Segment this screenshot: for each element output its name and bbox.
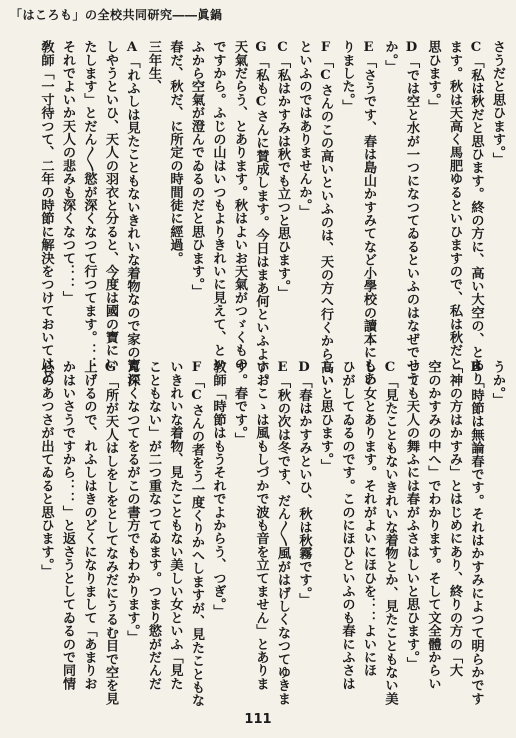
text-column: G「所が天人はしをしをとしてなみだにうるむ目で空を見 xyxy=(103,360,118,705)
text-column: りました。」 xyxy=(339,40,355,113)
text-column: D「春はかすみといひ、秋は秋霧です。」 xyxy=(296,360,312,606)
text-column: 敎師「時節はもうそれでよからう、つぎ。」 xyxy=(210,360,226,618)
text-column: 空のかすみの中へ」でわかります。そして文全體からい xyxy=(425,360,441,690)
upper-text-block xyxy=(8,40,508,387)
text-column: D「では空と水が一つになつてゐるといふのはなぜでせう xyxy=(404,40,419,385)
text-column: たします」とだん〳〵慾が深くなつて行つてます。：： xyxy=(81,40,97,370)
text-column: E「秋の次は冬です、だん〳〵風がはげしくなつてゆきま xyxy=(275,360,290,705)
text-column: ふから空氣が澄んでゐるのだと思ひます。」 xyxy=(189,40,204,298)
text-column: 三年生、 xyxy=(146,40,161,93)
text-column: さうだと思ひます。」 xyxy=(490,40,505,166)
text-column: F「Cさんの者をう一度くりかへしますが、見たこともな xyxy=(189,360,204,707)
text-column: いきれいな着物、見たこともない美しい女といふ「見た xyxy=(167,360,183,690)
text-column: ん深くなつてをるがこの書方でもわかります。」 xyxy=(124,360,140,644)
text-column: ひがしてゐるのです。このにほひといふのも春にふさは xyxy=(339,360,355,690)
text-column: かはいさうですから：：」と返さうとしてゐるので同情 xyxy=(60,360,75,690)
text-column: E「さうです、春は島山かすみてなど小學校の讀本にもあ xyxy=(361,40,376,385)
text-column: こともない」が二つ重なつてゐます。つまり慾がだんだ xyxy=(146,360,161,690)
text-column: うか。」 xyxy=(490,360,505,407)
text-column: といふのではありませんか。」 xyxy=(296,40,312,219)
text-column: しいと思ひます。」 xyxy=(318,360,333,473)
lower-text-block xyxy=(8,360,508,707)
text-column: C「見たこともないきれいな着物とか、見たこともない美 xyxy=(382,360,398,705)
running-head: 「はころも」の全校共同研究――眞鍋 xyxy=(10,8,223,22)
text-column: C「私はかすみは秋でも立つと思ひます。」 xyxy=(275,40,290,300)
text-column: す。こゝは風もしづかで波も音を立てません」とありま xyxy=(253,360,269,690)
text-column: しい女とあります。それがよいにほひを：：よいにほ xyxy=(361,360,376,677)
page-number: 111 xyxy=(244,712,272,727)
text-column: 上げるので、れふしはきのどくになりまして「あまりお xyxy=(81,360,97,690)
text-column: 心のあつさが出てゐると思ひます。」 xyxy=(38,360,54,578)
text-column: ます。秋は天高く馬肥ゆるといひますので、私は秋だと xyxy=(447,40,462,370)
text-column: つても天人の舞ふには春がふさはしいと思ひます。」 xyxy=(404,360,419,671)
text-column: 天氣だらう、とあります。秋はよいお天氣がつゞくもの xyxy=(232,40,247,370)
text-column: ですから。ふじの山はいつもよりきれいに見えて、とい xyxy=(210,40,226,370)
text-column: B「時節は無論春です。それはかすみによつて明らかです xyxy=(468,360,484,705)
text-column: 「神の方はかすみ」とはじめにあり、終りの方の「大 xyxy=(447,360,462,677)
text-column: F「Cさんのこの高いといふのは、天の方へ行くから高い xyxy=(318,40,333,387)
text-column: か。」 xyxy=(382,40,398,73)
text-column: 春だ、秋だ、に所定の時間徒に經過。 xyxy=(167,40,183,265)
text-column: 敎師「一寸待つて、二年の時節に解決をつけておいてはど xyxy=(38,40,54,384)
text-column: 思ひます。」 xyxy=(425,40,441,113)
text-column: しやうといひ、天人の羽衣と分ると、今度は國の寶にい xyxy=(103,40,118,370)
text-column: C「私は秋だと思ひます。終の方に、高い大空の、とあり xyxy=(468,40,484,385)
text-column: G「私もCさんに賛成します。今日はまあ何といふよいお xyxy=(253,40,269,387)
text-column: それでよいか天人の悲みも深くなつて：：」 xyxy=(60,40,75,304)
text-column: A「れふしは見たこともないきれいな着物なので家の寶に xyxy=(124,40,140,385)
text-column: す。春です。」 xyxy=(232,360,247,446)
